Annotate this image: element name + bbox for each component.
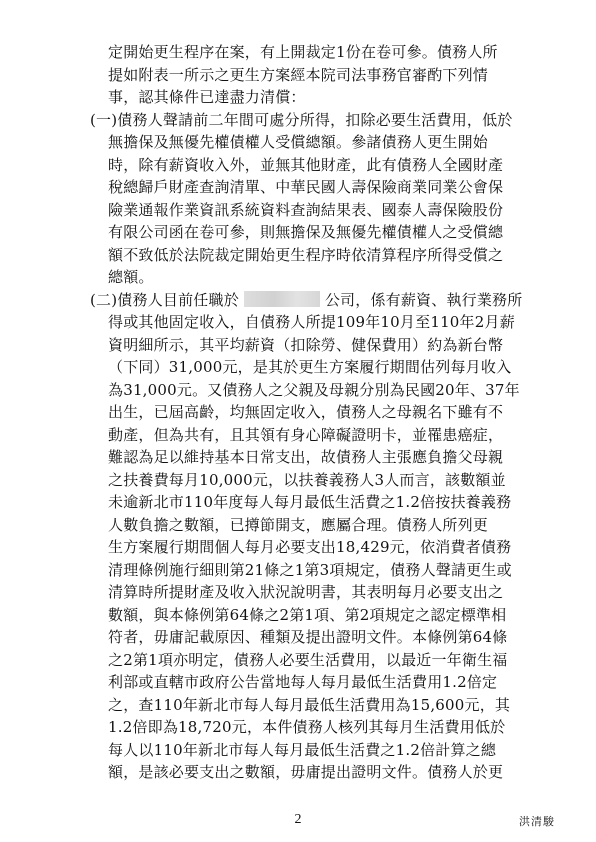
text-line: 動產，但為共有，且其領有身心障礙證明卡，並罹患癌症，	[108, 425, 504, 444]
text-line: 無擔保及無優先權債權人受償總額。參諸債務人更生開始	[108, 133, 489, 151]
text-line: 出生，已屆高齡，均無固定收入，債務人之母親名下雖有不	[108, 403, 504, 421]
text-line: 時，除有薪資收入外，並無其他財產，此有債務人全國財產	[108, 155, 504, 174]
text-line: （下同）31,000元，是其於更生方案履行期間估列每月收入	[108, 358, 512, 376]
text-line: 險業通報作業資訊系統資料查詢結果表、國泰人壽保險股份	[108, 200, 504, 219]
text-line: 之2第1項亦明定，債務人必要生活費用，以最近一年衛生福	[108, 650, 508, 669]
text-line: (一)債務人聲請前二年間可處分所得，扣除必要生活費用，低於	[90, 110, 513, 129]
text-line: 額不致低於法院裁定開始更生程序時依清算程序所得受償之	[108, 245, 504, 264]
text-line: 生方案履行期間個人每月必要支出18,429元，依消費者債務	[108, 538, 512, 556]
text-line: 稅總歸戶財產查詢清單、中華民國人壽保險商業同業公會保	[108, 178, 504, 196]
text-line: 清算時所提財產及收入狀況說明書，其表明每月必要支出之	[108, 583, 504, 601]
text-line: 清理條例施行細則第21條之1第3項規定，債務人聲請更生或	[108, 560, 512, 579]
text-line: 利部或直轄市政府公告當地每人每月最低生活費用1.2倍定	[108, 673, 498, 691]
text-line: 未逾新北市110年度每人每月最低生活費之1.2倍按扶養義務	[108, 493, 512, 511]
redacted-company-name	[244, 291, 320, 307]
text-line: 額，是該必要支出之數額，毋庸提出證明文件。債務人於更	[108, 763, 504, 781]
clerk-stamp: 洪清駿	[519, 815, 555, 828]
text-line: 提如附表一所示之更生方案經本院司法事務官審酌下列情	[108, 65, 489, 84]
text-line: 得或其他固定收入，自債務人所提109年10月至110年2月薪	[108, 313, 515, 331]
text-line: 事，認其條件已達盡力清償：	[108, 88, 306, 106]
text-line: 為31,000元。又債務人之父親及母親分別為民國20年、37年	[108, 380, 520, 399]
text-line: 定開始更生程序在案，有上開裁定1份在卷可參。債務人所	[108, 43, 498, 61]
text-line: 難認為足以維持基本日常支出，故債務人主張應負擔父母親	[108, 448, 504, 466]
text-line: 符者，毋庸記載原因、種類及提出證明文件。本條例第64條	[108, 628, 508, 646]
text-segment: 公司，係有薪資、執行業務所	[324, 290, 523, 309]
page-number: 2	[294, 812, 302, 827]
text-line: 資明細所示，其平均薪資（扣除勞、健保費用）約為新台幣	[108, 335, 504, 354]
text-line: 人數負擔之數額，已撙節開支，應屬合理。債務人所列更	[108, 515, 489, 534]
text-line: 每人以110年新北市每人每月最低生活費之1.2倍計算之總	[108, 740, 497, 759]
text-segment: (二)債務人目前任職於	[90, 290, 239, 309]
text-line: 有限公司函在卷可參，則無擔保及無優先權債權人之受償總	[108, 223, 504, 241]
text-line	[90, 289, 522, 311]
text-line: 1.2倍即為18,720元，本件債務人核列其每月生活費用低於	[108, 718, 506, 736]
text-line: 總額。	[108, 268, 154, 286]
text-line: 之，查110年新北市每人每月最低生活費用為15,600元，其	[108, 695, 511, 714]
text-line: 之扶養費每月10,000元，以扶養義務人3人而言，該數額並	[108, 470, 506, 489]
text-line: 數額，與本條例第64條之2第1項、第2項規定之認定標準相	[108, 605, 507, 624]
